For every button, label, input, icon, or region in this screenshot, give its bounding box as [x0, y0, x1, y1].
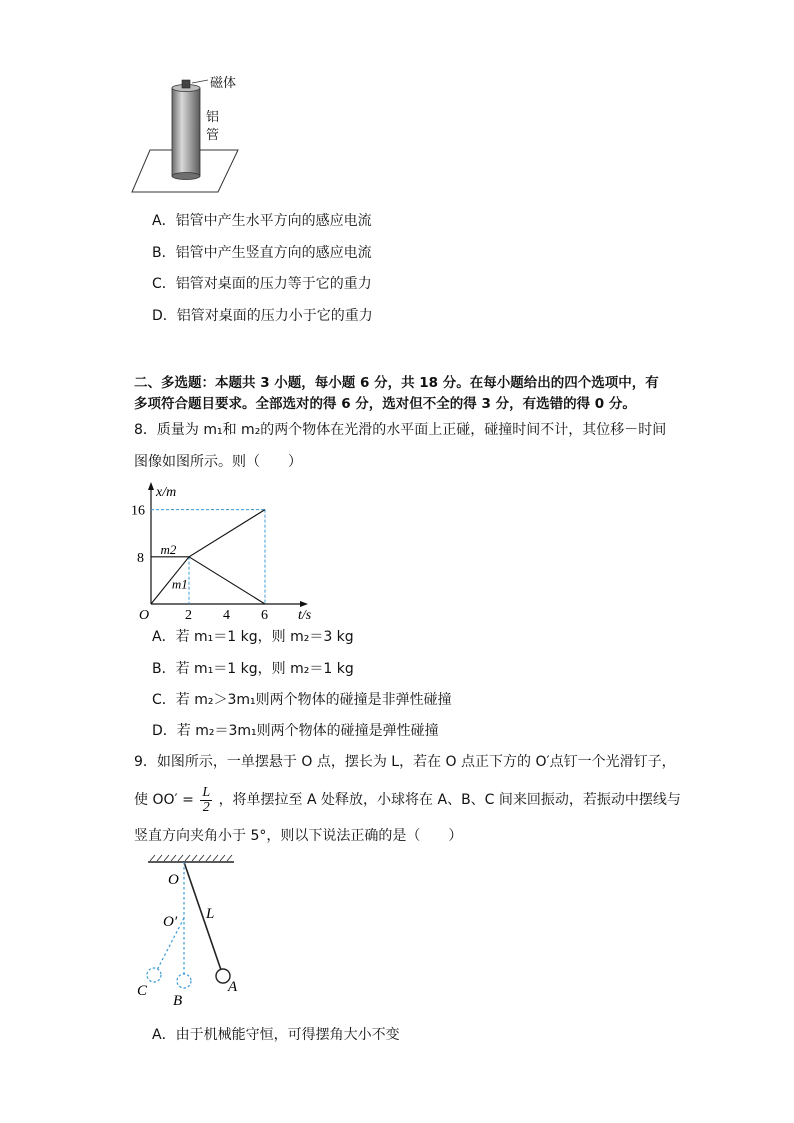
fraction-l-over-2 [200, 786, 212, 815]
y-axis-label: x/m [156, 485, 177, 500]
tube-label-2: 管 [206, 128, 220, 143]
section2-line2: 多项符合题目要求。全部选对的得 6 分，选对但不全的得 3 分，有选错的得 0 分。 [134, 396, 636, 412]
q9-line2-pre: 使 OO′ = [134, 792, 194, 808]
string-to-a [184, 862, 221, 970]
series-label-m1: m1 [171, 576, 188, 592]
q9-stem-line2 [134, 782, 681, 818]
bob-b [177, 974, 191, 988]
x-axis-label: t/s [298, 608, 312, 623]
y-axis-arrow [148, 482, 154, 490]
label-o-prime: O′ [163, 914, 178, 930]
q9-stem-line3: 竖直方向夹角小于 5°，则以下说法正确的是（ ） [134, 828, 463, 844]
magnet-label: 磁体 [210, 76, 237, 91]
fraction-denominator: 2 [202, 799, 210, 815]
series-m1 [151, 557, 265, 604]
x-tick-6: 6 [261, 608, 268, 623]
tube-label-1: 铝 [206, 110, 220, 125]
q8-option-a: A．若 m₁＝1 kg，则 m₂＝3 kg [152, 629, 354, 645]
q9-option-a: A．由于机械能守恒，可得摆角大小不变 [152, 1027, 400, 1043]
series-label-m2: m2 [160, 541, 177, 557]
y-tick-8: 8 [137, 550, 144, 566]
label-o: O [168, 872, 179, 888]
q7-option-b: B．铝管中产生竖直方向的感应电流 [152, 245, 372, 261]
q7-option-d: D．铝管对桌面的压力小于它的重力 [152, 308, 373, 324]
ceiling-hatch [150, 855, 232, 861]
q8-option-c: C．若 m₂＞3m₁则两个物体的碰撞是非弹性碰撞 [152, 692, 452, 708]
pendulum-figure [130, 852, 250, 1012]
section2-line1: 二、多选题：本题共 3 小题，每小题 6 分，共 18 分。在每小题给出的四个选项中，有 [134, 375, 659, 391]
label-l: L [206, 906, 215, 922]
magnet [182, 80, 190, 88]
bob-c [147, 968, 161, 982]
x-tick-2: 2 [185, 608, 192, 623]
label-c: C [137, 983, 148, 999]
q9-stem-line1: 9．如图所示，一单摆悬于 O 点，摆长为 L，若在 O 点正下方的 O′点钉一个光滑钉子， [134, 754, 676, 770]
aluminum-tube [172, 88, 200, 176]
label-a: A [228, 979, 238, 995]
y-tick-16: 16 [131, 503, 145, 519]
q8-stem-line2: 图像如图所示。则（ ） [134, 454, 302, 470]
q7-option-a: A．铝管中产生水平方向的感应电流 [152, 213, 372, 229]
x-tick-4: 4 [223, 608, 230, 623]
q9-line2-post: ，将单摆拉至 A 处释放，小球将在 A、B、C 间来回振动，若振动中摆线与 [218, 792, 681, 808]
label-b: B [173, 993, 183, 1009]
q8-stem-line1: 8．质量为 m₁和 m₂的两个物体在光滑的水平面上正碰，碰撞时间不计，其位移－时间 [134, 422, 667, 438]
q8-option-d: D．若 m₂＝3m₁则两个物体的碰撞是弹性碰撞 [152, 723, 439, 739]
x-axis-arrow [300, 601, 308, 607]
q8-option-b: B．若 m₁＝1 kg，则 m₂＝1 kg [152, 661, 354, 677]
fraction-numerator: L [202, 784, 211, 800]
origin-label: O [139, 608, 150, 623]
xt-graph [131, 482, 315, 623]
q7-option-c: C．铝管对桌面的压力等于它的重力 [152, 276, 372, 292]
